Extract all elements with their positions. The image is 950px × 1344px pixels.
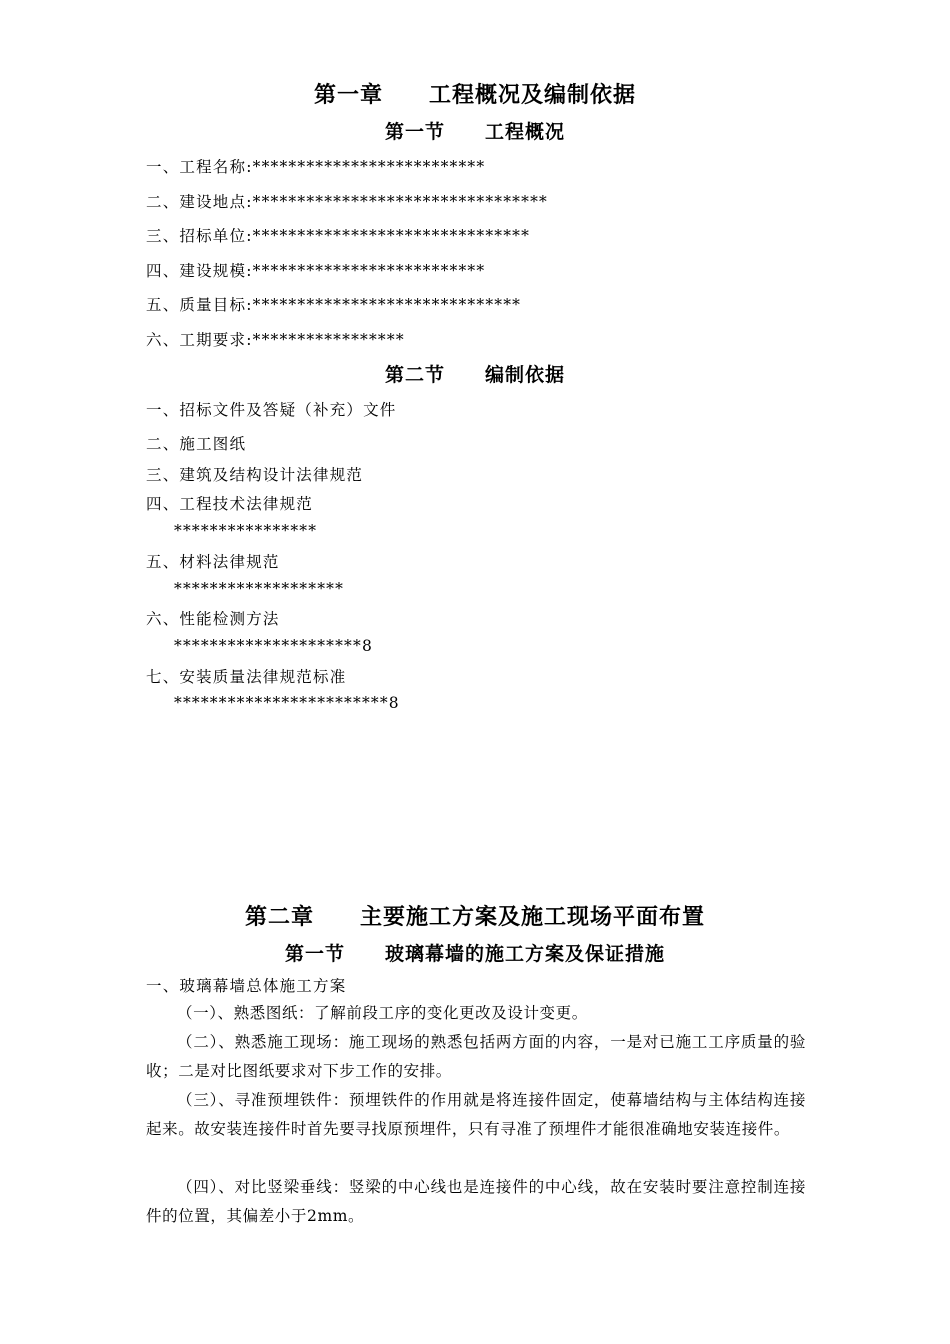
tendering-unit-line: 三、招标单位:******************************* [146, 227, 531, 245]
schedule-requirement-line: 六、工期要求:***************** [146, 331, 405, 349]
construction-location-line: 二、建设地点:********************************* [146, 193, 548, 211]
project-name-line: 一、工程名称:************************** [146, 158, 486, 176]
basis-item-2: 二、施工图纸 [146, 435, 247, 453]
chapter-1-title: 第一章 工程概况及编制依据 [313, 83, 636, 108]
basis-item-4: 四、工程技术法律规范 [146, 495, 314, 513]
chapter-1-section-1-title: 第一节 工程概况 [384, 121, 565, 143]
basis-item-4-detail: **************** [174, 522, 318, 540]
chapter-2-section-1-title: 第一节 玻璃幕墙的施工方案及保证措施 [284, 943, 665, 965]
paragraph-drawings: （一）、熟悉图纸：了解前段工序的变化更改及设计变更。 [177, 1004, 588, 1022]
basis-item-1: 一、招标文件及答疑（补充）文件 [146, 401, 397, 419]
basis-item-6: 六、性能检测方法 [146, 610, 280, 628]
paragraph-embedded-parts: （三）、寻准预埋铁件：预埋铁件的作用就是将连接件固定，使幕墙结构与主体结构连接起来。故安装连接件时首先要寻找原预埋件，只有寻准了预埋件才能很准确地安装连接件。 [146, 1091, 806, 1138]
paragraph-site: （二）、熟悉施工现场：施工现场的熟悉包括两方面的内容，一是对已施工工序质量的验收；二是对比图纸要求对下步工作的安排。 [146, 1033, 806, 1080]
construction-scale-line: 四、建设规模:************************** [146, 262, 486, 280]
basis-item-5: 五、材料法律规范 [146, 553, 280, 571]
paragraph-mullion-plumb: （四）、对比竖梁垂线：竖梁的中心线也是连接件的中心线，故在安装时要注意控制连接件的位置，其偏差小于2mm。 [146, 1178, 806, 1225]
basis-item-6-detail: *********************8 [174, 637, 374, 655]
chapter-1-section-2-title: 第二节 编制依据 [384, 364, 565, 386]
basis-item-5-detail: ******************* [174, 580, 345, 598]
basis-item-7-detail: ************************8 [174, 694, 400, 712]
chapter-2-title: 第二章 主要施工方案及施工现场平面布置 [244, 905, 705, 930]
basis-item-3: 三、建筑及结构设计法律规范 [146, 466, 364, 484]
curtain-wall-plan-heading: 一、玻璃幕墙总体施工方案 [146, 977, 347, 995]
basis-item-7: 七、安装质量法律规范标准 [146, 668, 347, 686]
quality-target-line: 五、质量目标:****************************** [146, 296, 522, 314]
